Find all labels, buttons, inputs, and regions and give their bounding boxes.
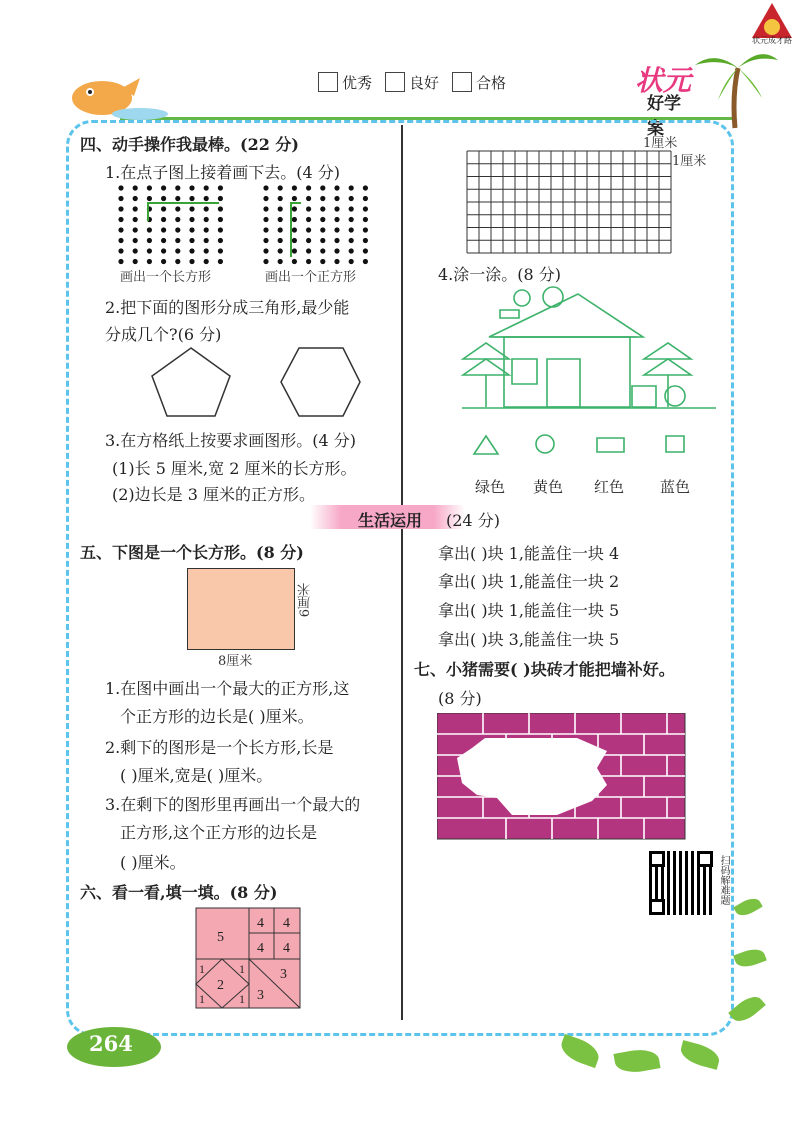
dot[interactable] bbox=[189, 217, 194, 222]
dot[interactable] bbox=[147, 259, 152, 264]
dot[interactable] bbox=[306, 238, 311, 243]
dot[interactable] bbox=[175, 185, 180, 190]
dot[interactable] bbox=[306, 248, 311, 253]
dot[interactable] bbox=[363, 217, 368, 222]
dot[interactable] bbox=[334, 227, 339, 232]
rating-pass-checkbox[interactable] bbox=[452, 72, 472, 92]
leaf-icon bbox=[678, 1040, 722, 1070]
leaf-icon bbox=[733, 945, 767, 970]
puzzle-num-4a: 4 bbox=[257, 916, 264, 931]
puzzle-num-3a: 3 bbox=[280, 967, 287, 982]
triangle-key-icon bbox=[474, 436, 498, 454]
dot[interactable] bbox=[218, 206, 223, 211]
dot[interactable] bbox=[334, 196, 339, 201]
dot[interactable] bbox=[363, 248, 368, 253]
dot[interactable] bbox=[133, 217, 138, 222]
dot[interactable] bbox=[118, 227, 123, 232]
dot[interactable] bbox=[204, 185, 209, 190]
dot[interactable] bbox=[161, 206, 166, 211]
sec5-q2-line1: 2.剩下的图形是一个长方形,长是 bbox=[105, 738, 334, 757]
dot[interactable] bbox=[204, 206, 209, 211]
dolphin-mascot-icon bbox=[60, 70, 170, 125]
dot[interactable] bbox=[263, 196, 268, 201]
sec5-q2-line2: ( )厘米,宽是( )厘米。 bbox=[120, 766, 273, 785]
dot[interactable] bbox=[306, 196, 311, 201]
brick-wall[interactable] bbox=[437, 713, 687, 841]
tree-left-top[interactable] bbox=[463, 343, 509, 359]
dot[interactable] bbox=[278, 248, 283, 253]
dot[interactable] bbox=[349, 206, 354, 211]
dot[interactable] bbox=[175, 227, 180, 232]
rating-excellent-checkbox[interactable] bbox=[318, 72, 338, 92]
dot[interactable] bbox=[218, 217, 223, 222]
dot[interactable] bbox=[175, 196, 180, 201]
dot[interactable] bbox=[161, 196, 166, 201]
house-picture[interactable] bbox=[460, 285, 718, 415]
dot[interactable] bbox=[175, 206, 180, 211]
dot[interactable] bbox=[204, 259, 209, 264]
dot-grid-label-square: 画出一个正方形 bbox=[265, 270, 357, 285]
dot[interactable] bbox=[363, 227, 368, 232]
sec4-q2-line1: 2.把下面的图形分成三角形,最少能 bbox=[105, 298, 350, 317]
dot[interactable] bbox=[349, 185, 354, 190]
dot[interactable] bbox=[363, 185, 368, 190]
puzzle-num-5: 5 bbox=[217, 930, 224, 945]
dot-grid-rectangle[interactable] bbox=[118, 185, 223, 264]
dot[interactable] bbox=[306, 217, 311, 222]
sec5-q3-line3: ( )厘米。 bbox=[120, 853, 186, 872]
dot[interactable] bbox=[349, 227, 354, 232]
sec5-q1-line1: 1.在图中画出一个最大的正方形,这 bbox=[105, 679, 350, 698]
dot[interactable] bbox=[204, 238, 209, 243]
sec4-title: 四、动手操作我最棒。(22 分) bbox=[80, 135, 299, 154]
qr-caption: 扫码解难题 bbox=[718, 855, 729, 905]
rating-excellent-label: 优秀 bbox=[342, 74, 373, 92]
dot[interactable] bbox=[189, 185, 194, 190]
dot[interactable] bbox=[218, 238, 223, 243]
puzzle-num-4b: 4 bbox=[283, 916, 290, 931]
dot[interactable] bbox=[334, 206, 339, 211]
puzzle-num-1d: 1 bbox=[239, 992, 245, 1006]
dot[interactable] bbox=[306, 206, 311, 211]
dot[interactable] bbox=[320, 248, 325, 253]
dot[interactable] bbox=[204, 248, 209, 253]
sec4-q3-b: (2)边长是 3 厘米的正方形。 bbox=[112, 485, 316, 504]
rectangle-height-label: 6厘米 bbox=[298, 583, 313, 618]
square-puzzle bbox=[195, 907, 301, 1009]
dot[interactable] bbox=[118, 259, 123, 264]
tree-right-top[interactable] bbox=[644, 343, 691, 359]
dot[interactable] bbox=[263, 206, 268, 211]
dot[interactable] bbox=[133, 238, 138, 243]
sec4-q4: 4.涂一涂。(8 分) bbox=[438, 265, 562, 284]
dot[interactable] bbox=[218, 259, 223, 264]
dot[interactable] bbox=[320, 217, 325, 222]
brand-subtitle: 好学案 bbox=[647, 94, 681, 139]
dot[interactable] bbox=[147, 248, 152, 253]
sec5-title: 五、下图是一个长方形。(8 分) bbox=[80, 543, 304, 562]
dot[interactable] bbox=[263, 185, 268, 190]
puzzle-num-1a: 1 bbox=[199, 962, 205, 976]
fill-line-1: 拿出( )块 1,能盖住一块 4 bbox=[438, 544, 620, 563]
dot[interactable] bbox=[292, 259, 297, 264]
dot[interactable] bbox=[118, 248, 123, 253]
roof-triangle[interactable] bbox=[489, 294, 643, 337]
leaf-icon bbox=[557, 1034, 602, 1068]
house-wall[interactable] bbox=[504, 337, 630, 407]
circle-key-icon bbox=[536, 435, 554, 453]
palm-tree-icon bbox=[690, 40, 780, 130]
dot[interactable] bbox=[133, 227, 138, 232]
dot[interactable] bbox=[363, 238, 368, 243]
dot[interactable] bbox=[349, 248, 354, 253]
puzzle-num-2: 2 bbox=[217, 978, 224, 993]
dot[interactable] bbox=[175, 217, 180, 222]
dot[interactable] bbox=[292, 248, 297, 253]
dot-grids[interactable] bbox=[118, 183, 398, 268]
fill-line-4: 拿出( )块 3,能盖住一块 5 bbox=[438, 630, 620, 649]
dot[interactable] bbox=[133, 196, 138, 201]
dot[interactable] bbox=[263, 217, 268, 222]
dot[interactable] bbox=[292, 185, 297, 190]
dot[interactable] bbox=[218, 227, 223, 232]
dot[interactable] bbox=[306, 227, 311, 232]
dot[interactable] bbox=[334, 248, 339, 253]
dot[interactable] bbox=[320, 259, 325, 264]
dot[interactable] bbox=[320, 227, 325, 232]
dot[interactable] bbox=[292, 206, 297, 211]
rating-good-checkbox[interactable] bbox=[385, 72, 405, 92]
qr-code[interactable] bbox=[649, 851, 713, 915]
color-red: 红色 bbox=[594, 478, 625, 496]
dot[interactable] bbox=[263, 227, 268, 232]
dot[interactable] bbox=[133, 248, 138, 253]
dot[interactable] bbox=[218, 248, 223, 253]
sec7-score: (8 分) bbox=[438, 689, 482, 708]
sec6-title: 六、看一看,填一填。(8 分) bbox=[80, 883, 278, 902]
grid-label-width: 1厘米 bbox=[643, 136, 678, 151]
dot[interactable] bbox=[263, 238, 268, 243]
dot[interactable] bbox=[306, 185, 311, 190]
dot-grid-label-rectangle: 画出一个长方形 bbox=[120, 270, 212, 285]
dot[interactable] bbox=[118, 185, 123, 190]
dot[interactable] bbox=[189, 248, 194, 253]
dot[interactable] bbox=[118, 196, 123, 201]
dot[interactable] bbox=[218, 185, 223, 190]
leaf-icon bbox=[733, 894, 763, 919]
rectangle-width-label: 8厘米 bbox=[218, 654, 253, 669]
chimney-rectangle[interactable] bbox=[500, 310, 519, 318]
life-banner-title: 生活运用 bbox=[358, 511, 423, 530]
dot[interactable] bbox=[320, 196, 325, 201]
sec4-q3-a: (1)长 5 厘米,宽 2 厘米的长方形。 bbox=[112, 459, 357, 478]
dot[interactable] bbox=[278, 185, 283, 190]
dot[interactable] bbox=[334, 217, 339, 222]
dot[interactable] bbox=[189, 206, 194, 211]
polygon-shapes[interactable] bbox=[148, 346, 363, 420]
dot[interactable] bbox=[133, 259, 138, 264]
dot[interactable] bbox=[218, 196, 223, 201]
dot[interactable] bbox=[278, 238, 283, 243]
dot[interactable] bbox=[263, 259, 268, 264]
dot[interactable] bbox=[161, 185, 166, 190]
dot[interactable] bbox=[147, 185, 152, 190]
page-number: 264 bbox=[89, 1031, 133, 1056]
dot[interactable] bbox=[147, 227, 152, 232]
dot[interactable] bbox=[204, 196, 209, 201]
dot[interactable] bbox=[278, 259, 283, 264]
sec4-q3: 3.在方格纸上按要求画图形。(4 分) bbox=[105, 431, 357, 450]
dot[interactable] bbox=[334, 259, 339, 264]
house-door[interactable] bbox=[547, 359, 580, 407]
dot[interactable] bbox=[278, 227, 283, 232]
rating-pass-label: 合格 bbox=[476, 74, 507, 92]
color-green: 绿色 bbox=[475, 478, 506, 496]
dot[interactable] bbox=[189, 238, 194, 243]
dot[interactable] bbox=[349, 196, 354, 201]
puzzle-num-3b: 3 bbox=[257, 988, 264, 1003]
rating-good-label: 良好 bbox=[409, 74, 440, 92]
dot[interactable] bbox=[189, 196, 194, 201]
fill-line-3: 拿出( )块 1,能盖住一块 5 bbox=[438, 601, 620, 620]
dot[interactable] bbox=[292, 227, 297, 232]
page-number-badge bbox=[67, 1027, 161, 1067]
dot[interactable] bbox=[147, 238, 152, 243]
dot[interactable] bbox=[334, 238, 339, 243]
dot[interactable] bbox=[161, 259, 166, 264]
brand-logo bbox=[635, 59, 692, 139]
life-banner-score: (24 分) bbox=[446, 511, 500, 530]
rectangle-figure[interactable] bbox=[187, 568, 295, 650]
color-yellow: 黄色 bbox=[533, 478, 564, 496]
puzzle-num-1c: 1 bbox=[199, 992, 205, 1006]
hexagon-shape[interactable] bbox=[281, 348, 360, 416]
puzzle-num-4d: 4 bbox=[283, 941, 290, 956]
square-key-icon bbox=[666, 436, 684, 452]
circle-top-right[interactable] bbox=[543, 287, 563, 307]
dot[interactable] bbox=[161, 248, 166, 253]
dot[interactable] bbox=[363, 206, 368, 211]
dot[interactable] bbox=[263, 248, 268, 253]
sec4-q1: 1.在点子图上接着画下去。(4 分) bbox=[105, 163, 341, 182]
brand-title: 状元 bbox=[635, 64, 692, 97]
sec7-title: 七、小猪需要( )块砖才能把墙补好。 bbox=[414, 660, 675, 679]
color-blue: 蓝色 bbox=[660, 478, 691, 496]
dot[interactable] bbox=[278, 206, 283, 211]
column-divider bbox=[401, 125, 403, 1020]
dot[interactable] bbox=[118, 206, 123, 211]
dot[interactable] bbox=[292, 217, 297, 222]
dot[interactable] bbox=[175, 259, 180, 264]
dot[interactable] bbox=[292, 238, 297, 243]
dot[interactable] bbox=[204, 227, 209, 232]
dot[interactable] bbox=[278, 217, 283, 222]
dot[interactable] bbox=[349, 238, 354, 243]
dot[interactable] bbox=[189, 227, 194, 232]
dot[interactable] bbox=[320, 185, 325, 190]
sec5-q3-line1: 3.在剩下的图形里再画出一个最大的 bbox=[105, 795, 361, 814]
dot[interactable] bbox=[349, 217, 354, 222]
dot[interactable] bbox=[147, 196, 152, 201]
dot[interactable] bbox=[189, 259, 194, 264]
dot[interactable] bbox=[133, 185, 138, 190]
dot[interactable] bbox=[161, 227, 166, 232]
sec5-q3-line2: 正方形,这个正方形的边长是 bbox=[120, 823, 318, 842]
pentagon-shape[interactable] bbox=[152, 348, 230, 416]
dot[interactable] bbox=[133, 206, 138, 211]
puzzle-num-4c: 4 bbox=[257, 941, 264, 956]
fill-line-2: 拿出( )块 1,能盖住一块 2 bbox=[438, 572, 620, 591]
grid-label-height: 1厘米 bbox=[672, 154, 707, 169]
dot[interactable] bbox=[161, 238, 166, 243]
dot[interactable] bbox=[175, 248, 180, 253]
dot[interactable] bbox=[306, 259, 311, 264]
dot[interactable] bbox=[204, 217, 209, 222]
dot[interactable] bbox=[363, 259, 368, 264]
dot[interactable] bbox=[278, 196, 283, 201]
dot[interactable] bbox=[320, 238, 325, 243]
dot[interactable] bbox=[363, 196, 368, 201]
dot[interactable] bbox=[161, 217, 166, 222]
logo-text: 状元成才路 bbox=[752, 36, 792, 45]
dot[interactable] bbox=[320, 206, 325, 211]
color-key-shapes bbox=[470, 430, 700, 458]
house-window[interactable] bbox=[512, 359, 537, 384]
sec5-q1-line2: 个正方形的边长是( )厘米。 bbox=[120, 707, 314, 726]
dot[interactable] bbox=[334, 185, 339, 190]
circle-top-left[interactable] bbox=[514, 290, 530, 306]
dot[interactable] bbox=[349, 259, 354, 264]
small-rectangle[interactable] bbox=[632, 386, 656, 407]
puzzle-num-1b: 1 bbox=[239, 962, 245, 976]
rectangle-key-icon bbox=[597, 438, 624, 452]
dot[interactable] bbox=[175, 238, 180, 243]
dot-grid-square[interactable] bbox=[263, 185, 368, 264]
sec4-q2-line2: 分成几个?(6 分) bbox=[105, 325, 222, 344]
dot[interactable] bbox=[292, 196, 297, 201]
dot[interactable] bbox=[118, 238, 123, 243]
graph-paper[interactable] bbox=[466, 150, 672, 254]
dot[interactable] bbox=[118, 217, 123, 222]
leaf-icon bbox=[613, 1046, 660, 1075]
